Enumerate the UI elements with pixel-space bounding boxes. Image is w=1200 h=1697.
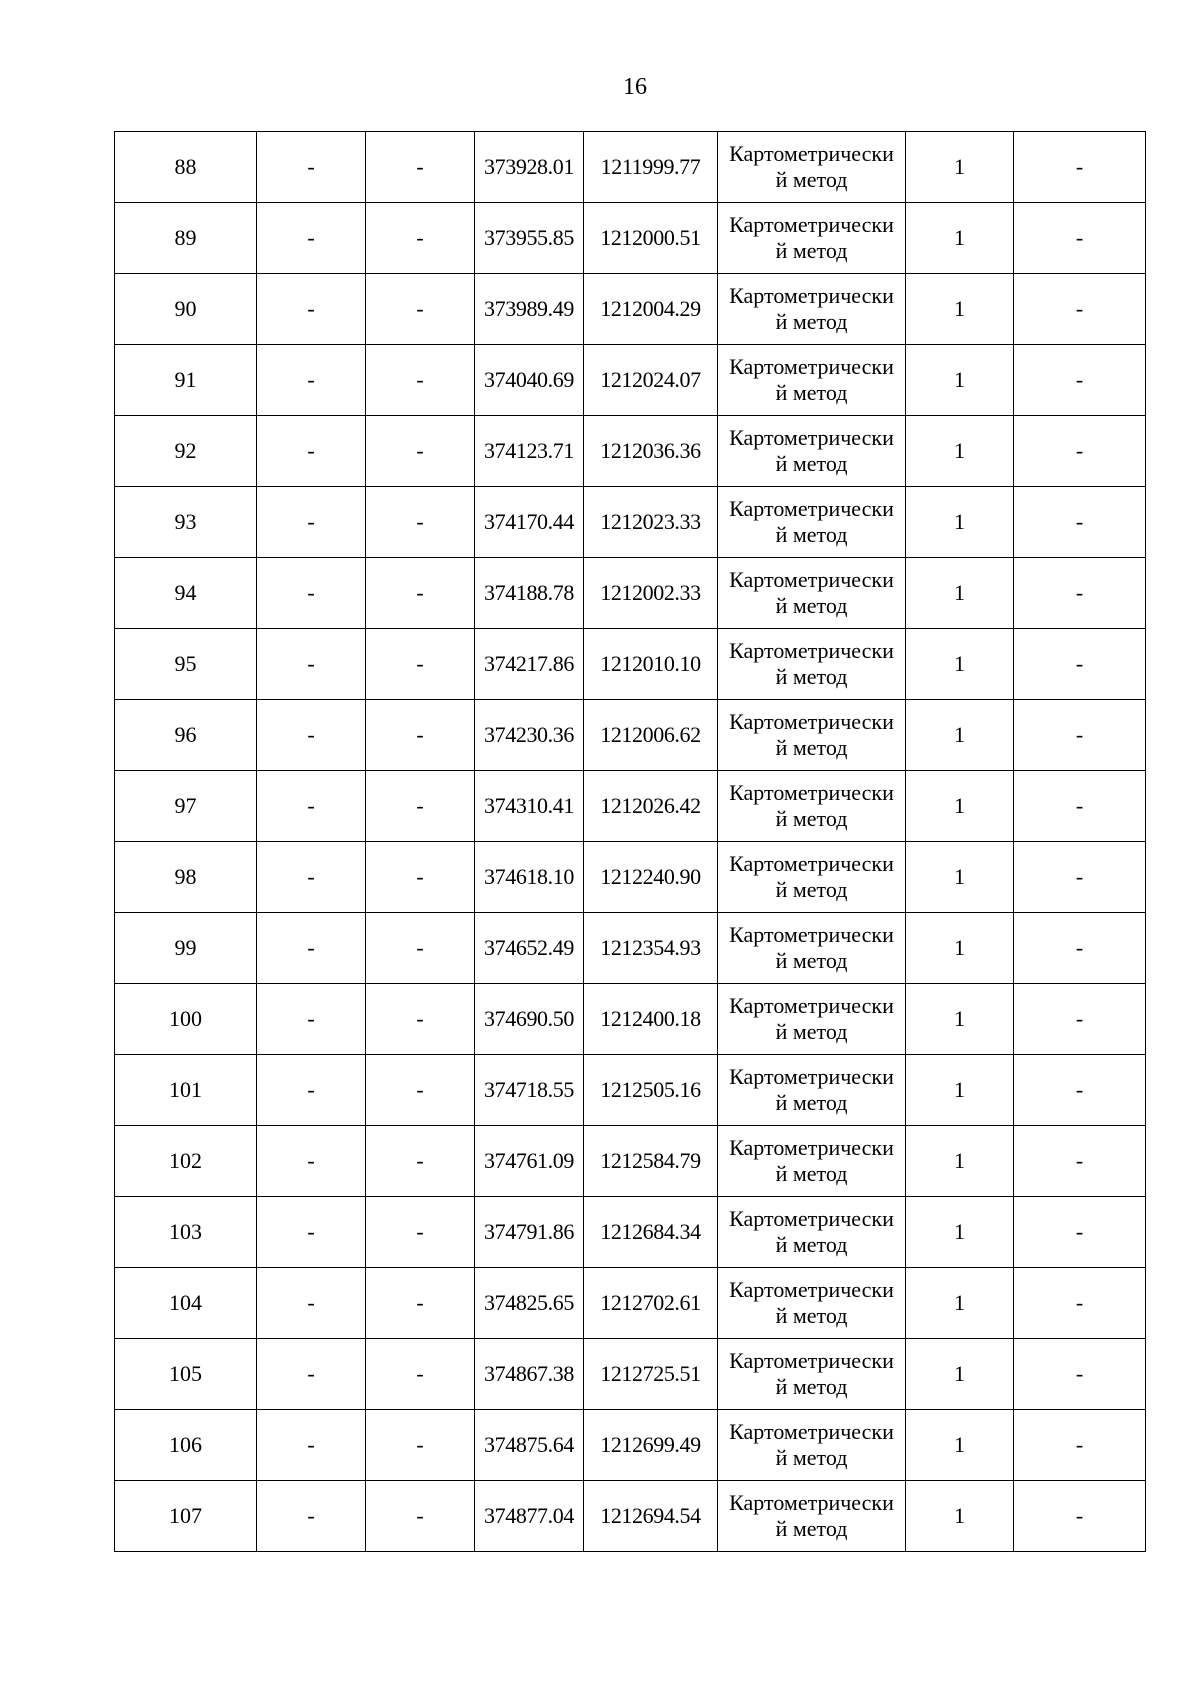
y-coordinate-cell: 1212702.61 (584, 1268, 718, 1339)
method-cell (718, 1339, 906, 1410)
empty-dash-cell: - (1014, 1126, 1146, 1197)
table-row (115, 1339, 1146, 1410)
method-text-line-1: Картометрически (729, 1206, 894, 1231)
empty-dash-cell: - (1014, 629, 1146, 700)
method-text-line-1: Картометрически (729, 638, 894, 663)
point-number-cell: 104 (115, 1268, 257, 1339)
y-coordinate-cell: 1212023.33 (584, 487, 718, 558)
accuracy-cell: 1 (906, 416, 1014, 487)
empty-dash-cell: - (366, 1268, 475, 1339)
method-text-line-1: Картометрически (729, 354, 894, 379)
empty-dash-cell: - (366, 913, 475, 984)
method-text-line-2: й метод (775, 735, 848, 760)
method-cell (718, 1055, 906, 1126)
x-coordinate-cell: 374791.86 (475, 1197, 584, 1268)
empty-dash-cell: - (1014, 771, 1146, 842)
coordinates-table (114, 131, 1146, 1552)
point-number-cell: 102 (115, 1126, 257, 1197)
accuracy-cell: 1 (906, 558, 1014, 629)
method-text-line-2: й метод (775, 1374, 848, 1399)
method-text-line-2: й метод (775, 167, 848, 192)
empty-dash-cell: - (366, 1055, 475, 1126)
method-text-line-2: й метод (775, 309, 848, 334)
empty-dash-cell: - (1014, 1339, 1146, 1410)
y-coordinate-cell: 1212004.29 (584, 274, 718, 345)
empty-dash-cell: - (257, 558, 366, 629)
accuracy-cell: 1 (906, 629, 1014, 700)
x-coordinate-cell: 374867.38 (475, 1339, 584, 1410)
y-coordinate-cell: 1211999.77 (584, 132, 718, 203)
empty-dash-cell: - (1014, 1268, 1146, 1339)
x-coordinate-cell: 374310.41 (475, 771, 584, 842)
x-coordinate-cell: 374040.69 (475, 345, 584, 416)
empty-dash-cell: - (257, 1481, 366, 1552)
x-coordinate-cell: 374618.10 (475, 842, 584, 913)
empty-dash-cell: - (1014, 203, 1146, 274)
method-cell (718, 203, 906, 274)
empty-dash-cell: - (1014, 1410, 1146, 1481)
method-cell (718, 984, 906, 1055)
method-text-line-2: й метод (775, 238, 848, 263)
empty-dash-cell: - (1014, 1055, 1146, 1126)
empty-dash-cell: - (257, 1410, 366, 1481)
empty-dash-cell: - (257, 274, 366, 345)
method-cell (718, 771, 906, 842)
table-row (115, 203, 1146, 274)
empty-dash-cell: - (257, 1339, 366, 1410)
method-text-line-2: й метод (775, 1090, 848, 1115)
method-text-line-2: й метод (775, 1445, 848, 1470)
method-cell (718, 1481, 906, 1552)
method-cell (718, 132, 906, 203)
y-coordinate-cell: 1212694.54 (584, 1481, 718, 1552)
table-row (115, 700, 1146, 771)
empty-dash-cell: - (257, 416, 366, 487)
y-coordinate-cell: 1212000.51 (584, 203, 718, 274)
method-text-line-2: й метод (775, 1303, 848, 1328)
table-row (115, 1481, 1146, 1552)
x-coordinate-cell: 374188.78 (475, 558, 584, 629)
empty-dash-cell: - (1014, 132, 1146, 203)
method-text-line-2: й метод (775, 1019, 848, 1044)
empty-dash-cell: - (257, 203, 366, 274)
table-row (115, 416, 1146, 487)
y-coordinate-cell: 1212006.62 (584, 700, 718, 771)
empty-dash-cell: - (257, 913, 366, 984)
x-coordinate-cell: 374761.09 (475, 1126, 584, 1197)
method-cell (718, 629, 906, 700)
method-text-line-1: Картометрически (729, 212, 894, 237)
y-coordinate-cell: 1212505.16 (584, 1055, 718, 1126)
x-coordinate-cell: 374718.55 (475, 1055, 584, 1126)
accuracy-cell: 1 (906, 1126, 1014, 1197)
accuracy-cell: 1 (906, 913, 1014, 984)
empty-dash-cell: - (366, 1126, 475, 1197)
table-row (115, 629, 1146, 700)
empty-dash-cell: - (1014, 345, 1146, 416)
y-coordinate-cell: 1212010.10 (584, 629, 718, 700)
table-row (115, 1410, 1146, 1481)
empty-dash-cell: - (366, 487, 475, 558)
table-row (115, 1126, 1146, 1197)
y-coordinate-cell: 1212024.07 (584, 345, 718, 416)
point-number-cell: 91 (115, 345, 257, 416)
method-text-line-1: Картометрически (729, 780, 894, 805)
y-coordinate-cell: 1212036.36 (584, 416, 718, 487)
method-cell (718, 416, 906, 487)
accuracy-cell: 1 (906, 984, 1014, 1055)
point-number-cell: 97 (115, 771, 257, 842)
method-text-line-2: й метод (775, 948, 848, 973)
x-coordinate-cell: 374230.36 (475, 700, 584, 771)
empty-dash-cell: - (257, 132, 366, 203)
method-text-line-2: й метод (775, 806, 848, 831)
table-row (115, 558, 1146, 629)
accuracy-cell: 1 (906, 1055, 1014, 1126)
empty-dash-cell: - (366, 1197, 475, 1268)
point-number-cell: 92 (115, 416, 257, 487)
empty-dash-cell: - (366, 274, 475, 345)
empty-dash-cell: - (257, 984, 366, 1055)
point-number-cell: 95 (115, 629, 257, 700)
accuracy-cell: 1 (906, 132, 1014, 203)
method-text-line-1: Картометрически (729, 567, 894, 592)
method-text-line-2: й метод (775, 664, 848, 689)
table-body (115, 132, 1146, 1552)
method-cell (718, 1126, 906, 1197)
accuracy-cell: 1 (906, 345, 1014, 416)
x-coordinate-cell: 374652.49 (475, 913, 584, 984)
table-row (115, 487, 1146, 558)
empty-dash-cell: - (366, 132, 475, 203)
table-row (115, 1197, 1146, 1268)
method-text-line-1: Картометрически (729, 1064, 894, 1089)
y-coordinate-cell: 1212240.90 (584, 842, 718, 913)
empty-dash-cell: - (1014, 984, 1146, 1055)
point-number-cell: 100 (115, 984, 257, 1055)
y-coordinate-cell: 1212354.93 (584, 913, 718, 984)
method-text-line-1: Картометрически (729, 709, 894, 734)
method-text-line-1: Картометрически (729, 851, 894, 876)
empty-dash-cell: - (366, 1410, 475, 1481)
method-cell (718, 558, 906, 629)
empty-dash-cell: - (366, 558, 475, 629)
empty-dash-cell: - (366, 629, 475, 700)
x-coordinate-cell: 373928.01 (475, 132, 584, 203)
y-coordinate-cell: 1212400.18 (584, 984, 718, 1055)
method-text-line-2: й метод (775, 877, 848, 902)
method-cell (718, 1197, 906, 1268)
method-text-line-2: й метод (775, 1161, 848, 1186)
empty-dash-cell: - (257, 629, 366, 700)
method-text-line-1: Картометрически (729, 425, 894, 450)
empty-dash-cell: - (366, 203, 475, 274)
empty-dash-cell: - (257, 771, 366, 842)
empty-dash-cell: - (366, 771, 475, 842)
x-coordinate-cell: 374123.71 (475, 416, 584, 487)
y-coordinate-cell: 1212584.79 (584, 1126, 718, 1197)
method-cell (718, 700, 906, 771)
empty-dash-cell: - (366, 416, 475, 487)
accuracy-cell: 1 (906, 771, 1014, 842)
method-cell (718, 345, 906, 416)
method-text-line-1: Картометрически (729, 922, 894, 947)
accuracy-cell: 1 (906, 274, 1014, 345)
table-row (115, 771, 1146, 842)
empty-dash-cell: - (1014, 487, 1146, 558)
empty-dash-cell: - (257, 487, 366, 558)
y-coordinate-cell: 1212026.42 (584, 771, 718, 842)
table-row (115, 274, 1146, 345)
accuracy-cell: 1 (906, 1339, 1014, 1410)
empty-dash-cell: - (1014, 700, 1146, 771)
empty-dash-cell: - (257, 1268, 366, 1339)
empty-dash-cell: - (1014, 274, 1146, 345)
method-cell (718, 487, 906, 558)
empty-dash-cell: - (366, 700, 475, 771)
empty-dash-cell: - (257, 842, 366, 913)
table-row (115, 842, 1146, 913)
empty-dash-cell: - (1014, 913, 1146, 984)
empty-dash-cell: - (1014, 558, 1146, 629)
point-number-cell: 107 (115, 1481, 257, 1552)
empty-dash-cell: - (1014, 1481, 1146, 1552)
empty-dash-cell: - (366, 345, 475, 416)
table-row (115, 1055, 1146, 1126)
y-coordinate-cell: 1212002.33 (584, 558, 718, 629)
accuracy-cell: 1 (906, 1481, 1014, 1552)
x-coordinate-cell: 373989.49 (475, 274, 584, 345)
empty-dash-cell: - (257, 1126, 366, 1197)
empty-dash-cell: - (257, 345, 366, 416)
x-coordinate-cell: 374217.86 (475, 629, 584, 700)
point-number-cell: 88 (115, 132, 257, 203)
method-cell (718, 274, 906, 345)
accuracy-cell: 1 (906, 700, 1014, 771)
method-text-line-1: Картометрически (729, 141, 894, 166)
method-text-line-1: Картометрически (729, 1490, 894, 1515)
point-number-cell: 101 (115, 1055, 257, 1126)
empty-dash-cell: - (366, 842, 475, 913)
point-number-cell: 93 (115, 487, 257, 558)
page-number: 16 (623, 74, 647, 100)
empty-dash-cell: - (257, 700, 366, 771)
method-text-line-1: Картометрически (729, 1277, 894, 1302)
x-coordinate-cell: 373955.85 (475, 203, 584, 274)
method-text-line-2: й метод (775, 522, 848, 547)
x-coordinate-cell: 374170.44 (475, 487, 584, 558)
method-text-line-1: Картометрически (729, 1135, 894, 1160)
point-number-cell: 105 (115, 1339, 257, 1410)
method-cell (718, 913, 906, 984)
method-cell (718, 1410, 906, 1481)
accuracy-cell: 1 (906, 1268, 1014, 1339)
accuracy-cell: 1 (906, 1197, 1014, 1268)
x-coordinate-cell: 374875.64 (475, 1410, 584, 1481)
method-text-line-2: й метод (775, 1516, 848, 1541)
point-number-cell: 99 (115, 913, 257, 984)
method-text-line-2: й метод (775, 380, 848, 405)
method-cell (718, 1268, 906, 1339)
table-row (115, 1268, 1146, 1339)
empty-dash-cell: - (366, 1481, 475, 1552)
y-coordinate-cell: 1212725.51 (584, 1339, 718, 1410)
point-number-cell: 94 (115, 558, 257, 629)
x-coordinate-cell: 374690.50 (475, 984, 584, 1055)
accuracy-cell: 1 (906, 487, 1014, 558)
empty-dash-cell: - (366, 1339, 475, 1410)
method-text-line-2: й метод (775, 1232, 848, 1257)
accuracy-cell: 1 (906, 1410, 1014, 1481)
x-coordinate-cell: 374825.65 (475, 1268, 584, 1339)
empty-dash-cell: - (1014, 1197, 1146, 1268)
accuracy-cell: 1 (906, 842, 1014, 913)
method-text-line-1: Картометрически (729, 1348, 894, 1373)
method-cell (718, 842, 906, 913)
y-coordinate-cell: 1212699.49 (584, 1410, 718, 1481)
point-number-cell: 103 (115, 1197, 257, 1268)
empty-dash-cell: - (257, 1055, 366, 1126)
table-row (115, 913, 1146, 984)
empty-dash-cell: - (1014, 416, 1146, 487)
point-number-cell: 90 (115, 274, 257, 345)
point-number-cell: 89 (115, 203, 257, 274)
method-text-line-2: й метод (775, 593, 848, 618)
accuracy-cell: 1 (906, 203, 1014, 274)
empty-dash-cell: - (257, 1197, 366, 1268)
method-text-line-1: Картометрически (729, 496, 894, 521)
point-number-cell: 98 (115, 842, 257, 913)
method-text-line-1: Картометрически (729, 283, 894, 308)
point-number-cell: 96 (115, 700, 257, 771)
empty-dash-cell: - (1014, 842, 1146, 913)
method-text-line-1: Картометрически (729, 993, 894, 1018)
method-text-line-2: й метод (775, 451, 848, 476)
table-row (115, 345, 1146, 416)
y-coordinate-cell: 1212684.34 (584, 1197, 718, 1268)
point-number-cell: 106 (115, 1410, 257, 1481)
table-row (115, 984, 1146, 1055)
table-row (115, 132, 1146, 203)
method-text-line-1: Картометрически (729, 1419, 894, 1444)
x-coordinate-cell: 374877.04 (475, 1481, 584, 1552)
empty-dash-cell: - (366, 984, 475, 1055)
